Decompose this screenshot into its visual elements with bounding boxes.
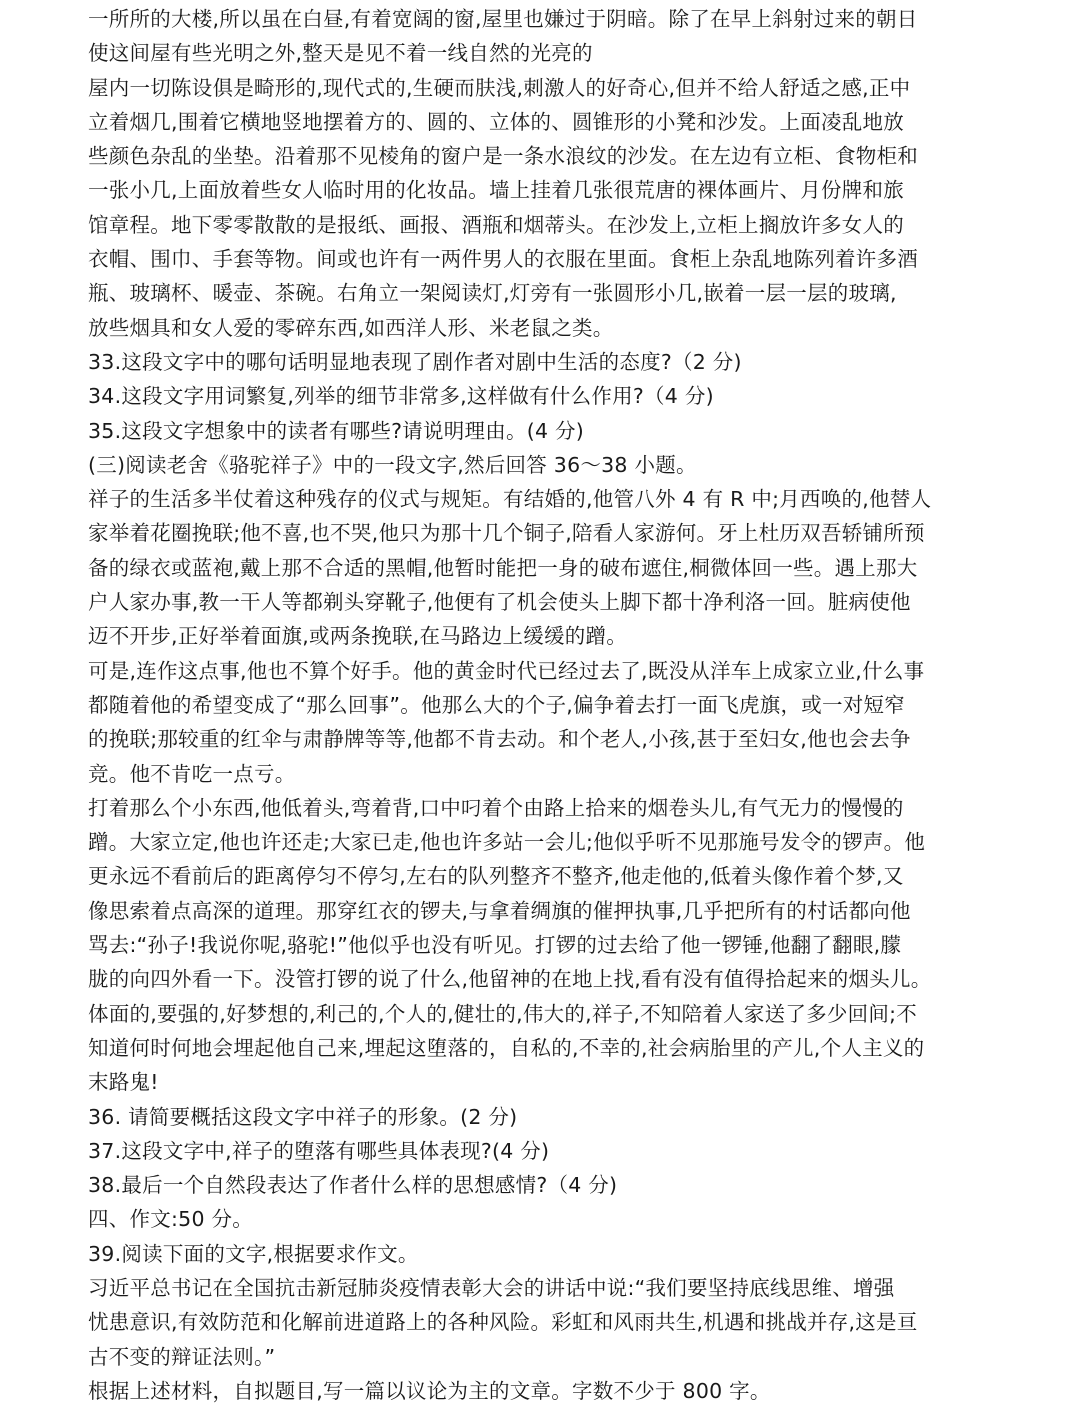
text-line: 户人家办事,教一干人等都剃头穿靴子,他便有了机会使头上脚下都十净利洛一回。脏病使他 [88, 590, 911, 615]
section-3-heading [88, 448, 998, 482]
question-39 [88, 1237, 998, 1271]
question-text: 39.阅读下面的文字,根据要求作文。 [88, 1241, 419, 1266]
question-text: 35.这段文字想象中的读者有哪些?请说明理由。(4 分) [88, 418, 585, 443]
question-33 [88, 345, 998, 379]
essay-requirement [88, 1374, 998, 1408]
section-heading: (三)阅读老舍《骆驼祥子》中的一段文字,然后回答 36～38 小题。 [88, 452, 697, 477]
question-37 [88, 1134, 998, 1168]
text-line: 体面的,要强的,好梦想的,利己的,个人的,健壮的,伟大的,祥子,不知陪着人家送了多少回间;不 [88, 1001, 918, 1026]
text-line: 的挽联;那较重的红伞与肃静牌等等,他都不肯去动。和个老人,小孩,甚于至妇女,他也会去争 [88, 727, 911, 752]
text-line: 一张小几,上面放着些女人临时用的化妆品。墙上挂着几张很荒唐的裸体画片、月份牌和旅 [88, 178, 905, 203]
text-line: 知道何时何地会埋起他自己来,埋起这堕落的，自私的,不幸的,社会病胎里的产儿,个人主义的 [88, 1035, 925, 1060]
question-36 [88, 1100, 998, 1134]
text-line: 古不变的辩证法则。” [88, 1344, 276, 1369]
text-line: 一所所的大楼,所以虽在白昼,有着宽阔的窗,屋里也嫌过于阴暗。除了在早上斜射过来的朝日 [88, 7, 918, 31]
text-line: 末路鬼! [88, 1070, 159, 1095]
text-line: 骂去:“孙子!我说你呢,骆驼!”他似乎也没有听见。打锣的过去给了他一锣锤,他翻了翻眼,朦 [88, 933, 902, 958]
question-38 [88, 1168, 998, 1202]
text-line: 家举着花圈挽联;他不喜,也不哭,他只为那十几个铜子,陪看人家游何。牙上杜历双吾轿铺所预 [88, 521, 925, 546]
question-35 [88, 414, 998, 448]
text-line: 胧的向四外看一下。没管打锣的说了什么,他留神的在地上找,看有没有值得拾起来的烟头儿。 [88, 967, 932, 992]
text-line: 立着烟几,围着它横地竖地摆着方的、圆的、立体的、圆锥形的小凳和沙发。上面凌乱地放 [88, 109, 905, 134]
text-line: 衣帽、围巾、手套等物。间或也许有一两件男人的衣服在里面。食柜上杂乱地陈列着许多酒 [88, 247, 918, 272]
text-line: 迈不开步,正好举着面旗,或两条挽联,在马路边上缓缓的蹭。 [88, 624, 628, 649]
text-line: 习近平总书记在全国抗击新冠肺炎疫情表彰大会的讲话中说:“我们要坚持底线思维、增强 [88, 1275, 895, 1300]
text-line: 些颜色杂乱的坐垫。沿着那不见棱角的窗户是一条水浪纹的沙发。在左边有立柜、食物柜和 [88, 144, 918, 169]
passage-paragraph [88, 482, 998, 653]
section-4-heading [88, 1202, 998, 1236]
text-line: 像思索着点高深的道理。那穿红衣的锣夫,与拿着绸旗的催押执事,几乎把所有的村话都向他 [88, 898, 911, 923]
text-line: 馆章程。地下零零散散的是报纸、画报、酒瓶和烟蒂头。在沙发上,立柜上搁放许多女人的 [88, 212, 905, 237]
text-line: 竞。他不肯吃一点亏。 [88, 761, 296, 786]
question-text: 33.这段文字中的哪句话明显地表现了剧作者对剧中生活的态度?（2 分) [88, 349, 742, 374]
text-line: 打着那么个小东西,他低着头,弯着背,口中叼着个由路上拾来的烟卷头儿,有气无力的慢慢的 [88, 795, 904, 820]
text-line: 放些烟具和女人爱的零碎东西,如西洋人形、米老鼠之类。 [88, 315, 614, 340]
passage-paragraph [88, 2, 998, 71]
passage-paragraph [88, 997, 998, 1100]
text-line: 屋内一切陈设俱是畸形的,现代式的,生硬而肤浅,刺激人的好奇心,但并不给人舒适之感,正中 [88, 75, 911, 100]
text-line: 使这间屋有些光明之外,整天是见不着一线自然的光亮的 [88, 41, 593, 66]
question-text: 38.最后一个自然段表达了作者什么样的思想感情?（4 分) [88, 1173, 618, 1198]
section-heading: 四、作文:50 分。 [88, 1207, 254, 1232]
text-line: 更永远不看前后的距离停匀不停匀,左右的队列整齐不整齐,他走他的,低着头像作着个梦,又 [88, 864, 904, 889]
text-line: 瓶、玻璃杯、暖壶、茶碗。右角立一架阅读灯,灯旁有一张圆形小几,嵌着一层一层的玻璃, [88, 281, 897, 306]
question-34 [88, 379, 998, 413]
passage-paragraph [88, 791, 998, 997]
text-line: 根据上述材料，自拟题目,写一篇以议论为主的文章。字数不少于 800 字。 [88, 1378, 771, 1403]
text-line: 都随着他的希望变成了“那么回事”。他那么大的个子,偏争着去打一面飞虎旗，或一对短窄 [88, 692, 906, 717]
passage-paragraph [88, 71, 998, 345]
question-text: 37.这段文字中,祥子的堕落有哪些具体表现?(4 分) [88, 1138, 550, 1163]
text-line: 忧患意识,有效防范和化解前进道路上的各种风险。彩虹和风雨共生,机遇和挑战并存,这是亘 [88, 1310, 918, 1335]
essay-material [88, 1271, 998, 1374]
text-line: 蹭。大家立定,他也许还走;大家已走,他也许多站一会儿;他似乎听不见那施号发令的锣声。他 [88, 830, 926, 855]
text-line: 可是,连作这点事,他也不算个好手。他的黄金时代已经过去了,既没从洋车上成家立业,什么事 [88, 658, 925, 683]
text-line: 祥子的生活多半仗着这种残存的仪式与规矩。有结婚的,他管八外 4 有 R 中;月西唤的,他替人 [88, 487, 932, 512]
text-line: 备的绿衣或蓝袍,戴上那不合适的黑帽,他暂时能把一身的破布遮住,桐微体回一些。遇上那大 [88, 555, 918, 580]
passage-paragraph [88, 654, 998, 791]
question-text: 36. 请简要概括这段文字中祥子的形象。(2 分) [88, 1104, 518, 1129]
question-text: 34.这段文字用词繁复,列举的细节非常多,这样做有什么作用?（4 分) [88, 384, 714, 409]
